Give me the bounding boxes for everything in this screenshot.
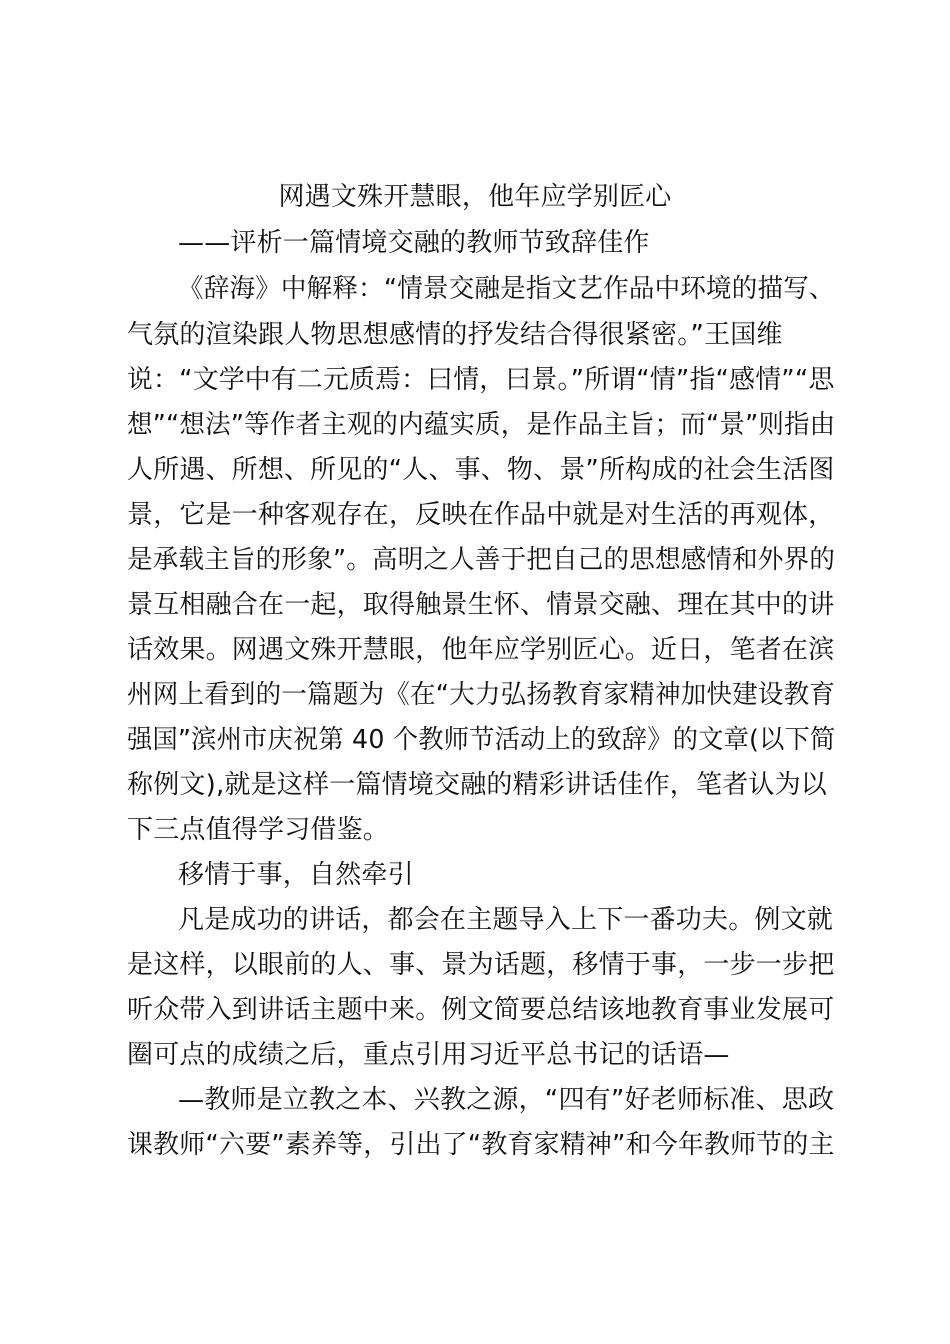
section-heading: 移情于事，自然牵引 [178,860,414,890]
paragraph-line: 说：“文学中有二元质焉：曰情，曰景。”所谓“情”指“感情”“思 [127,365,835,395]
paragraph-line: 称例文),就是这样一篇情境交融的精彩讲话佳作，笔者认为以 [127,770,828,800]
paragraph-line: 听众带入到讲话主题中来。例文简要总结该地教育事业发展可 [127,995,835,1025]
paragraph-line: 话效果。网遇文殊开慧眼，他年应学别匠心。近日，笔者在滨 [127,635,835,665]
paragraph-line: 州网上看到的一篇题为《在“大力弘扬教育家精神加快建设教育 [127,680,836,710]
paragraph-line: 《辞海》中解释：“情景交融是指文艺作品中环境的描写、 [178,274,835,304]
document-subtitle: ——评析一篇情境交融的教师节致辞佳作 [178,228,650,258]
paragraph-line: 强国”滨州市庆祝第 40 个教师节活动上的致辞》的文章(以下简 [127,725,836,755]
paragraph-line: 景互相融合在一起，取得触景生怀、情景交融、理在其中的讲 [127,590,835,620]
paragraph-line: —教师是立教之本、兴教之源，“四有”好老师标准、思政 [178,1085,835,1115]
paragraph-line: 课教师“六要”素养等，引出了“教育家精神”和今年教师节的主 [127,1130,835,1160]
paragraph-line: 人所遇、所想、所见的“人、事、物、景”所构成的社会生活图 [127,455,835,485]
paragraph-line: 想”“想法”等作者主观的内蕴实质，是作品主旨；而“景”则指由 [127,410,836,440]
paragraph-line: 圈可点的成绩之后，重点引用习近平总书记的话语— [127,1040,730,1070]
document-title: 网遇文殊开慧眼，他年应学别匠心 [278,182,672,212]
paragraph-line: 是承载主旨的形象”。高明之人善于把自己的思想感情和外界的 [127,545,836,575]
paragraph-line: 气氛的渲染跟人物思想感情的抒发结合得很紧密。”王国维 [127,320,783,350]
paragraph-line: 凡是成功的讲话，都会在主题导入上下一番功夫。例文就 [178,905,834,935]
paragraph-line: 下三点值得学习借鉴。 [127,815,390,845]
paragraph-line: 是这样，以眼前的人、事、景为话题，移情于事，一步一步把 [127,950,835,980]
paragraph-line: 景，它是一种客观存在，反映在作品中就是对生活的再观体， [127,500,835,530]
